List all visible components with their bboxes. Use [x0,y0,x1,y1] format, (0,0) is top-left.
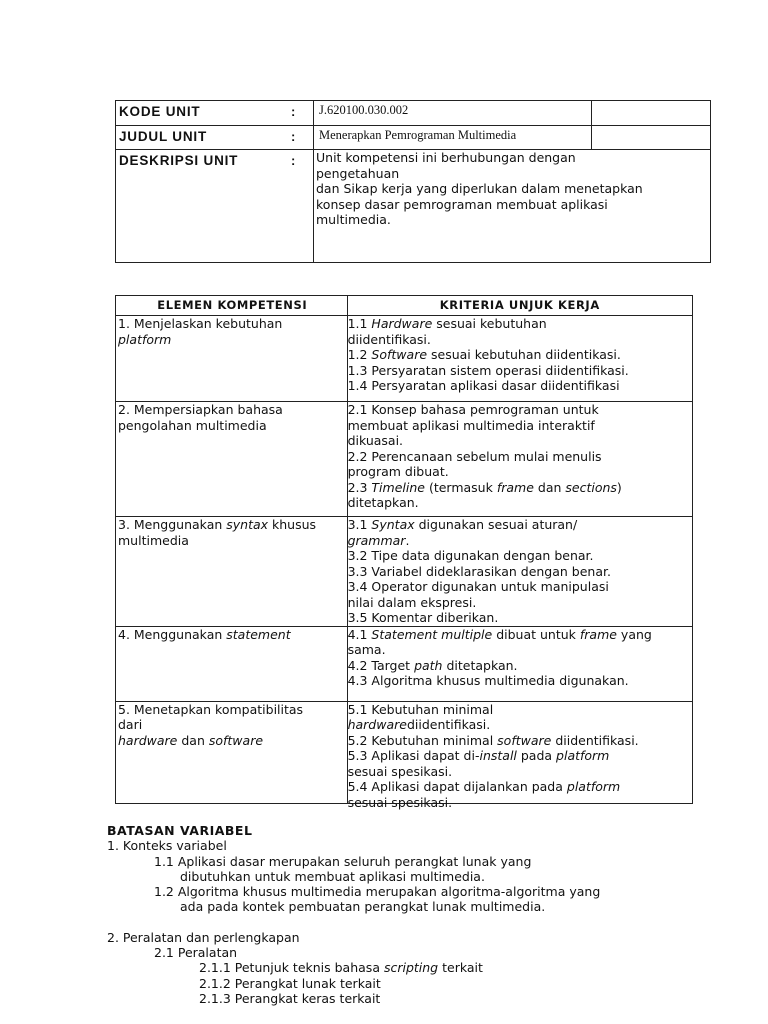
kriteria-line: membuat aplikasi multimedia interaktif [347,417,595,433]
kode-unit-value: J.620100.030.002 [314,101,592,126]
kriteria-line: sesuai spesikasi. [347,763,453,779]
kriteria-line: 1.1 Hardware sesuai kebutuhan [347,316,547,331]
kriteria-cell [347,517,692,627]
kriteria-line: 5.2 Kebutuhan minimal software diidentifikasi. [347,732,639,748]
kriteria-line: diidentifikasi. [347,331,431,347]
list-item: 1.1 Aplikasi dasar merupakan seluruh perangkat lunak yang [154,853,532,869]
elemen-cell [116,626,348,701]
kriteria-line: 2.2 Perencanaan sebelum mulai menulis [347,448,602,464]
list-item: 2.1.1 Petunjuk teknis bahasa scripting terkait [199,960,483,976]
kriteria-line: 2.3 Timeline (termasuk frame dan sections) [347,479,622,495]
kriteria-cell [347,402,692,517]
kriteria-line: 5.3 Aplikasi dapat di-install pada platform [347,748,610,763]
list-item: 1.2 Algoritma khusus multimedia merupakan algoritma-algoritma yang [154,884,601,900]
elemen-cell [116,316,348,402]
table-row [116,701,693,803]
kriteria-line: ditetapkan. [347,495,419,510]
header-elemen: ELEMEN KOMPETENSI [116,296,348,316]
kriteria-cell [347,701,692,810]
elemen-line: 4. Menggunakan statement [118,626,291,642]
desc-line: konsep dasar pemrograman membuat aplikasi [316,196,608,212]
kriteria-line: sesuai spesikasi. [347,794,453,810]
list-item: 1. Konteks variabel [107,838,227,854]
kriteria-line: 3.1 Syntax digunakan sesuai aturan/ [347,517,578,532]
unit-table [115,100,711,263]
desc-line: Unit kompetensi ini berhubungan dengan [316,150,576,165]
spacer [107,915,600,930]
kriteria-line: 3.2 Tipe data digunakan dengan benar. [347,548,594,563]
kriteria-line: sama. [347,642,386,657]
kriteria-line: 5.1 Kebutuhan minimal [347,701,494,717]
elemen-cell [116,402,348,517]
kriteria-line: grammar. [347,532,410,548]
desc-line: dan Sikap kerja yang diperlukan dalam menetapkan [316,181,643,196]
table-row [116,626,693,701]
list-item: 2. Peralatan dan perlengkapan [107,929,300,945]
kriteria-clip [347,701,692,810]
elemen-line: multimedia [118,532,189,548]
kriteria-line: program dibuat. [347,464,449,479]
elemen-cell [116,701,348,803]
kriteria-line: 1.2 Software sesuai kebutuhan diidentikasi. [347,347,621,362]
list-item: 2.1 Peralatan [154,945,238,961]
list-item-cont: dibutuhkan untuk membuat aplikasi multimedia. [180,868,485,884]
desc-line: multimedia. [316,212,391,227]
kriteria-line: 4.3 Algoritma khusus multimedia digunakan. [347,673,629,688]
kriteria-line: 3.3 Variabel dideklarasikan dengan benar. [347,563,611,579]
list-item: 2.1.3 Perangkat keras terkait [199,990,381,1006]
elemen-line: dari [118,717,143,732]
elemen-line: 3. Menggunakan syntax khusus [118,517,317,532]
deskripsi-unit-value [314,150,711,263]
empty-cell [592,101,711,126]
list-item: 2.1.2 Perangkat lunak terkait [199,975,381,991]
elemen-line: 5. Menetapkan kompatibilitas [118,701,304,717]
desc-line: pengetahuan [316,165,400,181]
kriteria-line: hardwarediidentifikasi. [347,717,491,732]
kriteria-line: 2.1 Konsep bahasa pemrograman untuk [347,402,599,417]
empty-cell [592,126,711,150]
kriteria-line: 1.4 Persyaratan aplikasi dasar diidentifikasi [347,378,620,393]
kriteria-line: 1.3 Persyaratan sistem operasi diidentifikasi. [347,362,629,378]
table-row [116,316,693,402]
kriteria-line: 4.1 Statement multiple dibuat untuk frame yang [347,626,652,642]
kriteria-line: 3.4 Operator digunakan untuk manipulasi [347,579,609,594]
elemen-line: pengolahan multimedia [118,417,267,433]
batasan-variabel-section [107,823,600,1006]
judul-unit-label: JUDUL UNIT [116,126,290,150]
kriteria-cell [347,626,692,701]
table-row [116,517,693,627]
elemen-line: 1. Menjelaskan kebutuhan [118,316,283,331]
colon: : [289,150,314,263]
elemen-line: hardware dan software [118,732,264,748]
elemen-line: 2. Mempersiapkan bahasa [118,402,283,417]
header-kriteria: KRITERIA UNJUK KERJA [347,296,692,316]
kriteria-line: dikuasai. [347,433,404,448]
section-title: BATASAN VARIABEL [107,823,253,838]
elemen-line: platform [118,331,172,347]
list-item-cont: ada pada kontek pembuatan perangkat lunak multimedia. [180,899,546,915]
kriteria-cell [347,316,692,402]
competency-table [115,295,693,810]
deskripsi-unit-label: DESKRIPSI UNIT [116,150,290,263]
elemen-cell [116,517,348,627]
kriteria-line: 5.4 Aplikasi dapat dijalankan pada platform [347,779,621,794]
kriteria-line: 3.5 Komentar diberikan. [347,610,499,625]
kriteria-line: 4.2 Target path ditetapkan. [347,657,518,673]
judul-unit-value: Menerapkan Pemrograman Multimedia [314,126,592,150]
table-row [116,402,693,517]
colon: : [289,126,314,150]
kriteria-line: nilai dalam ekspresi. [347,594,477,610]
colon: : [289,101,314,126]
kode-unit-label: KODE UNIT [116,101,290,126]
